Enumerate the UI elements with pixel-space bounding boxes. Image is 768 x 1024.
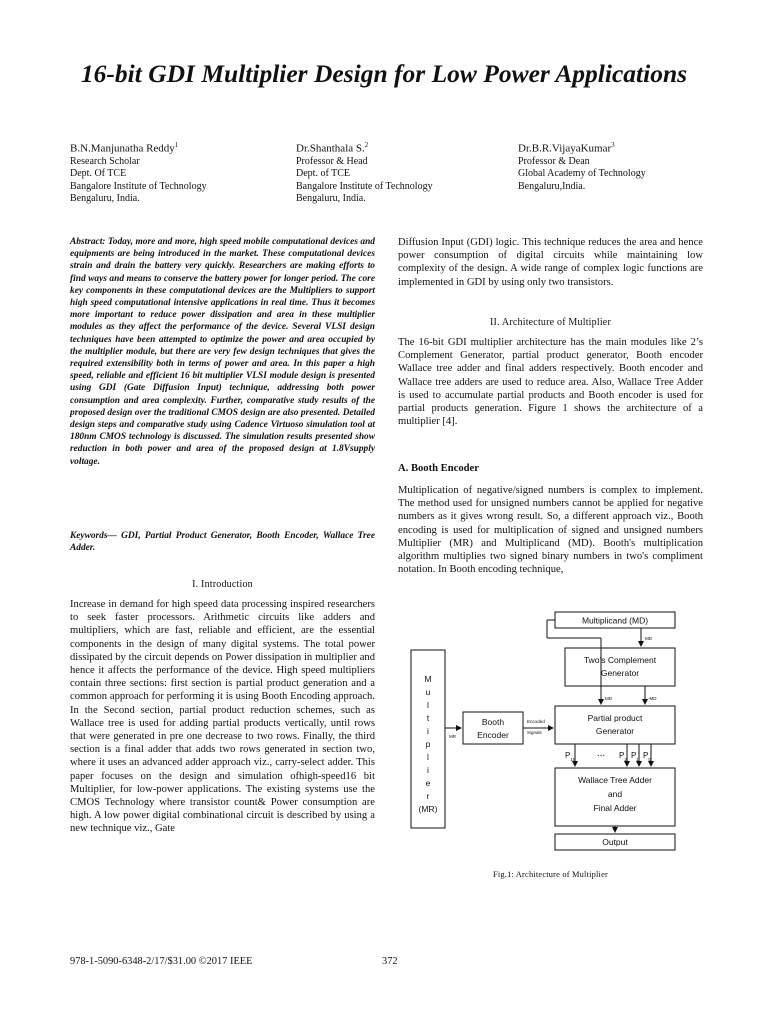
md-left-label: MD	[605, 696, 612, 701]
mr-label: MR	[449, 734, 456, 739]
wallace-label: Final Adder	[593, 803, 637, 813]
author-affiliation: Bengaluru, India.	[70, 193, 140, 205]
page-number: 372	[382, 956, 398, 967]
subsection-heading-booth-encoder: A. Booth Encoder	[398, 463, 479, 474]
multiplier-sub-label: (MR)	[418, 804, 438, 814]
architecture-diagram	[405, 604, 705, 866]
twos-complement-box	[565, 648, 675, 686]
p1-label: $P_1$	[631, 751, 639, 762]
footer-copyright: 978-1-5090-6348-2/17/$31.00 ©2017 IEEE	[70, 956, 253, 967]
figure-caption: Fig.1: Architecture of Multiplier	[493, 870, 608, 879]
md-neg-label: -MD	[648, 696, 657, 701]
section-heading-architecture: II. Architecture of Multiplier	[490, 317, 611, 328]
booth-encoder-label: Encoder	[477, 730, 509, 740]
author-3	[518, 138, 718, 193]
author-2	[296, 138, 496, 206]
author-affiliation: Professor & Head	[296, 155, 368, 167]
author-affiliation: Bengaluru,India.	[518, 180, 586, 192]
architecture-diagram-svg	[405, 604, 705, 866]
author-name: Dr.Shanthala S.$^2$	[296, 141, 369, 155]
section-heading-introduction: I. Introduction	[192, 579, 253, 590]
keywords: Keywords— GDI, Partial Product Generator, Booth Encoder, Wallace Tree Adder.	[70, 531, 375, 554]
wallace-label: Wallace Tree Adder	[578, 775, 652, 785]
multiplier-letter: e	[425, 778, 431, 788]
multiplier-letter: M	[424, 674, 432, 684]
booth-encoder-text: Multiplication of negative/signed numbers is complex to implement. The method used for unsigned numbers cannot be applied for negative numbers as it gives wrong result. So, a different approach viz., Booth encoding is used for multiplication of signed and unsigned numbers Multiplier (MR) and Multiplicand (MD). Booth's multiplication algorithm multiplies two signed binary numbers in two's compliment notation. In Booth encoding technique,	[398, 485, 703, 576]
multiplicand-label: Multiplicand (MD)	[581, 615, 649, 626]
author-affiliation: Bengaluru, India.	[296, 193, 366, 205]
ellipsis-label: ...	[596, 748, 606, 759]
author-affiliation: Research Scholar	[70, 155, 140, 167]
twos-complement-label: Two’s Complement	[583, 655, 657, 665]
partial-product-box	[555, 706, 675, 744]
partial-product-label: Generator	[595, 726, 635, 736]
author-1	[70, 138, 270, 206]
multiplier-letter: l	[427, 752, 429, 762]
p0-label: $P_0$	[643, 751, 651, 762]
multiplier-letter: u	[425, 687, 431, 697]
multiplier-letter: l	[427, 700, 429, 710]
author-name: Dr.B.R.VijayaKumar$^3$	[518, 141, 615, 155]
wallace-label: and	[607, 789, 623, 799]
author-affiliation: Global Academy of Technology	[518, 168, 646, 180]
author-affiliation: Professor & Dean	[518, 155, 590, 167]
author-affiliation: Bangalore Institute of Technology	[70, 180, 207, 192]
multiplier-letter: i	[427, 765, 429, 775]
paper-title: 16-bit GDI Multiplier Design for Low Power Applications	[80, 59, 688, 88]
twos-complement-label: Generator	[600, 668, 640, 678]
booth-encoder-label: Booth	[481, 717, 505, 727]
p15-label: $P_{15}$	[565, 751, 576, 762]
multiplier-letter: p	[425, 739, 431, 749]
author-affiliation: Dept. of TCE	[296, 168, 350, 180]
author-affiliation: Bangalore Institute of Technology	[296, 180, 433, 192]
partial-product-label: Partial product	[587, 713, 643, 723]
p2-label: $P_2$	[619, 751, 627, 762]
introduction-text: Increase in demand for high speed data processing inspired researchers to seek faster processors. Arithmetic circuits like adders and multipliers, which are fast, reliable and efficient, are the essential components in the design of many digital systems. The total power dissipated by the circuit depends on Power dissipation in multiplier and hence it affects the performance of the device. High speed multipliers contain three sections: first section is partial product generation and a common approach for performing it is using Booth Encoding approach. In the Second section, partial product reduction schemes, such as Wallace tree is used for adding partial products vertically, until rows that were generated in pre one decrease to two rows. Finally, the third section is a final adder that adds two rows generated in section two, where it uses an advanced adder approach viz., carry-select adder. This paper focuses on the design and simulation ofhigh-speed16 bit Multiplier, for low-power applications. The existing systems use the CMOS Technology where transistor count& Power consumption are high. A low power digital combinational circuit is described by using a new technique viz., Gate	[70, 599, 375, 835]
multiplier-letter: t	[426, 713, 430, 723]
abstract: Abstract: Today, more and more, high speed mobile computational devices and equipments are being introduced in the market. These computational devices strain and drain the battery very quickly. Researchers are making efforts to find ways and means to conserve the battery power for longer period. The core key components in these computational devices are the Multipliers to support high speed computational intensive applications in real time. Thus it becomes more important to reduce power dissipation and area in these multiplier modules as they affect the performance of the device. Several VLSI design techniques have been attempted to optimize the power and area occupied by the multiplier module, but there are very few design techniques that gives the required extensibility both in terms of power and area. In this paper a high speed, reliable and efficient 16 bit multiplier VLSI module design is presented using GDI (Gate Diffusion Input) technique, addressing both power consumption and area complexity. Further, comparative study results of the proposed design over the traditional CMOS design are also presented. Detailed design steps and comparative study using Cadence Virtuoso simulation tool at 180nm CMOS technology is discussed. The simulation results presented show reduction in both power and area of the proposed design at 1.8Vsupply voltage.	[70, 237, 375, 467]
multiplier-letter: r	[426, 791, 430, 801]
encoded-signals-label: Signals	[527, 730, 542, 735]
multiplier-letter: i	[427, 726, 429, 736]
author-name: B.N.Manjunatha Reddy$^1$	[70, 141, 179, 155]
md-label: MD	[645, 636, 652, 641]
output-label: Output	[602, 837, 628, 847]
introduction-continued-text: Diffusion Input (GDI) logic. This technique reduces the area and hence power consumption of digital circuits while maintaining low complexity of the design. A wide range of complex logic functions are implemented in GDI by using only two transistors.	[398, 237, 703, 288]
encoded-signals-label: Encoded	[527, 719, 545, 724]
author-affiliation: Dept. Of TCE	[70, 168, 127, 180]
architecture-text: The 16-bit GDI multiplier architecture has the main modules like 2’s Complement Generator, partial product generator, Booth encoder Wallace tree adder and final adders respectively. Booth encoder and Wallace tree adders are used to reduce area. Also, Wallace Tree Adder is used to accumulate partial products and Booth encoder is used for partial products generation. Figure 1 shows the architecture of a multiplier [4].	[398, 337, 703, 428]
